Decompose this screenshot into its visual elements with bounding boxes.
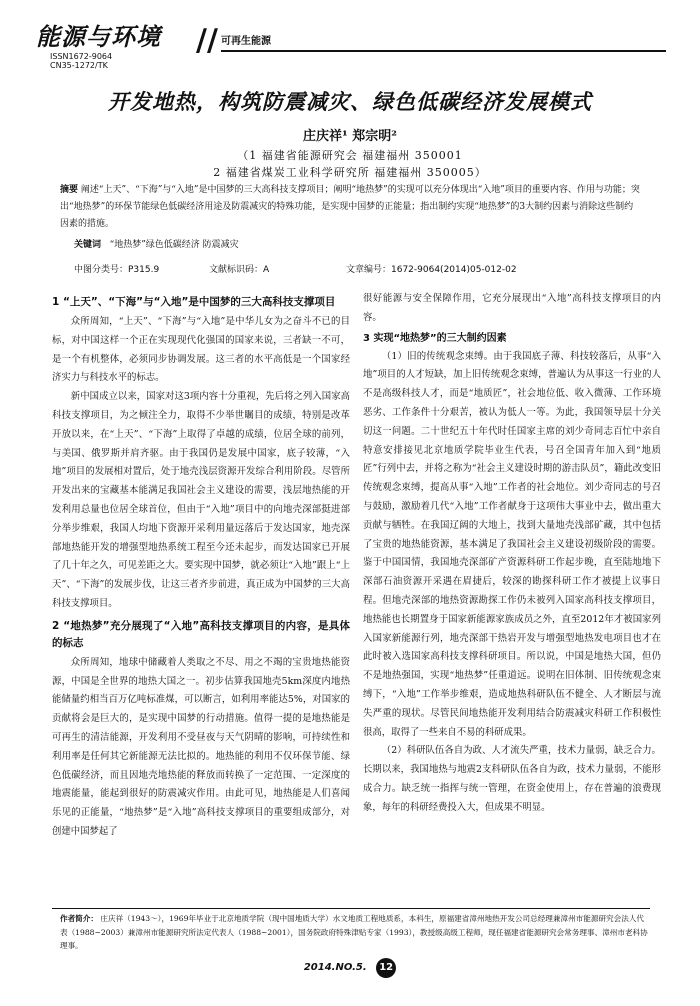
section-3-paragraph: （1）旧的传统观念束缚。由于我国底子薄、科技较落后，从事“入地”项目的人才短缺，加上旧传统观念束缚，普遍认为从事这一行业的人不是高级科技人才，而是“地质匠”，社会地位低、收入微薄、工作环境恶劣、工作条件十分艰苦，被认为低人一等。为此，我国领导层十分关切这一问题。二十世纪五十年代时任国家主席的刘少奇同志百忙中亲自特意安排接见北京地质学院毕业生代表，号召全国青年加入到“地质匠”行列中去，并将之称为“社会主义建设时期的游击队员”，籍此改变旧传统观念束缚，提高从事“入地”工作者的社会地位。刘少奇同志的号召与鼓励，激励着几代“入地”工作者献身于这项伟大事业中去，做出重大贡献与牺牲。在我国辽阔的大地上，找到大量地壳浅部矿藏，其中包括了宝贵的地热能资源，基本满足了我国社会主义建设初级阶段的需要。鉴于中国国情，我国地壳深部矿产资源科研工作起步晚，直至陆地地下深部石油资源开采遇在眉捷后，较深的勘探科研工作才被提上议事日程。但地壳深部的地热资源勘探工作仍未被列入国家高科技支撑项目，地热能也长期置身于国家新能源家族成员之外，直至2012年才被国家列入国家新能源行列，地壳深部干热岩开发与增强型地热发电项目也才在此时被入选国家高科技支撑科研项目。所以说，中国是地热大国，但仍不是地热强国，实现“地热梦”任重道远。说明在旧体制、旧传统观念束缚下，“入地”工作举步维艰，造成地热科研队伍不健全、人才断层与流失严重的现状。尽管民间地热能开发利用结合防震减灾科研工作积极性很高，取得了一些来自不易的科研成果。 <box>363 350 661 738</box>
article-authors: 庄庆祥¹ 郑宗明² <box>303 129 397 144</box>
journal-header <box>36 24 666 72</box>
issue-label: 2014.NO.5. <box>303 962 367 973</box>
section-3-heading: 3 实现“地热梦”的三大制约因素 <box>363 332 507 344</box>
footnote-rule <box>52 908 650 909</box>
right-column <box>363 290 661 818</box>
article-title: 开发地热，构筑防震减灾、绿色低碳经济发展模式 <box>108 89 592 114</box>
section-2-heading: 2 “地热梦”充分展现了“入地”高科技支撑项目的内容，是具体的标志 <box>52 619 350 649</box>
journal-issn-block <box>50 52 112 70</box>
page-footer <box>0 958 700 978</box>
footnote-label: 作者简介： <box>60 914 98 923</box>
affiliation-2: 2 福建省煤炭工业科学研究所 福建福州 350005） <box>213 166 487 179</box>
keywords-text: “地热梦”绿色低碳经济 防震减灾 <box>109 240 239 250</box>
article-number: 文章编号：1672-9064(2014)05-012-02 <box>346 265 517 275</box>
abstract <box>60 182 640 233</box>
keywords-label: 关键词 <box>74 240 102 250</box>
author-footnote <box>60 912 650 953</box>
section-2-paragraph: 众所周知，地球中储藏着人类取之不尽、用之不竭的宝贵地热能资源，中国是全世界的地热大国之一。初步估算我国地壳5km深度内地热能储量约相当百万亿吨标准煤，可以断言，如利用率能达5%，对国家的贡献将会是巨大的，是实现中国梦的行动措施。值得一提的是地热能是可再生的清洁能源，开发利用不受昼夜与天气阴晴的影响，可持续性和利用率是任何其它新能源无法比拟的。地热能的利用不仅环保节能、绿色低碳经济，而且因地壳地热能的释放而转换了一定范围、一定深度的地震能量，能起到很好的防震减灾作用。由此可见，地热能是人们喜闻乐见的正能量，“地热梦”是“入地”高科技支撑项目的重要组成部分，对创建中国梦起了 <box>52 656 350 837</box>
section-2-continuation: 很好能源与安全保障作用，它充分展现出“入地”高科技支撑项目的内容。 <box>363 293 661 323</box>
section-label: 可再生能源 <box>221 36 271 47</box>
header-slash-mark: // <box>196 23 218 58</box>
cn-number: CN35-1272/TK <box>50 61 108 70</box>
section-1-paragraph: 众所周知，“上天”、“下海”与“入地”是中华儿女为之奋斗不已的目标，对中国这样一个正在实现现代化强国的国家来说，三者缺一不可，是一个有机整体，必须同步协调发展。这三者的水平高低是一个国家经济实力与科技水平的标志。 <box>52 316 350 384</box>
affiliation-1: （1 福建省能源研究会 福建福州 350001 <box>237 149 463 162</box>
document-code: 文献标识码：A <box>209 265 270 275</box>
header-rule <box>221 50 666 52</box>
section-1-paragraph: 新中国成立以来，国家对这3项内容十分重视，先后将之列入国家高科技支撑项目，为之倾注全力，取得不少举世瞩目的成绩，特别是改革开放以来，在“上天”、“下海”上取得了卓越的成绩，位居全球的前列，与美国、俄罗斯并肩齐驱。由于我国仍是发展中国家，底子较薄，“入地”项目的发展相对置后，处于地壳浅层资源开发综合利用阶段。尽管所开发出来的宝藏基本能满足我国社会主义建设的需要，浅层地热能的开发利用总量也位居全球首位，但由于“入地”项目中的向地壳深部挺进部分举步维艰，我国人均地下资源开采利用量远落后于发达国家，地壳深部地热能开发的增强型地热系统工程至今还未起步，而发达国家已开展了几十年之久，可见差距之大。要实现中国梦，就必须让“入地”跟上“上天”、“下海”的发展步伐，让这三者齐步前进，真正成为中国梦的三大高科技支撑项目。 <box>52 391 350 609</box>
page-number: 12 <box>376 958 396 978</box>
left-column <box>52 290 350 842</box>
abstract-label: 摘要 <box>60 185 79 195</box>
section-3-paragraph: （2）科研队伍各自为政、人才流失严重，技术力量弱，缺乏合力。长期以来，我国地热与地震2支科研队伍各自为政，技术力量弱，不能形成合力。缺乏统一指挥与统一管理，在资金使用上，存在普遍的浪费现象，每年的科研经费投入大，但成果不明显。 <box>363 745 661 813</box>
section-1-heading: 1 “上天”、“下海”与“入地”是中国梦的三大高科技支撑项目 <box>52 296 336 308</box>
issn-number: ISSN1672-9064 <box>50 52 113 61</box>
clc-number: 中图分类号：P315.9 <box>74 265 160 275</box>
journal-logo: 能源与环境 <box>36 22 161 51</box>
abstract-text: 阐述“上天”、“下海”与“入地”是中国梦的三大高科技支撑项目；阐明“地热梦”的实现可以充分体现出“入地”项目的重要内容、作用与功能；突出“地热梦”的环保节能绿色低碳经济用途及防震减灾的特殊功能，是实现中国梦的正能量；指出制约实现“地热梦”的3大制约因素与消除这些制约因素的措施。 <box>60 185 640 229</box>
footnote-text: 庄庆祥（1943～），1969年毕业于北京地质学院（现中国地质大学）水文地质工程地质系，本科生，原福建省漳州地热开发公司总经理兼漳州市能源研究会法人代表（1988~2003）兼漳州市能源研究所法定代表人（1988~2001），国务院政府特殊津贴专家（1993），教授级高级工程师，现任福建省能源研究会常务理事、漳州市老科协理事。 <box>60 914 648 950</box>
keywords <box>74 237 239 250</box>
